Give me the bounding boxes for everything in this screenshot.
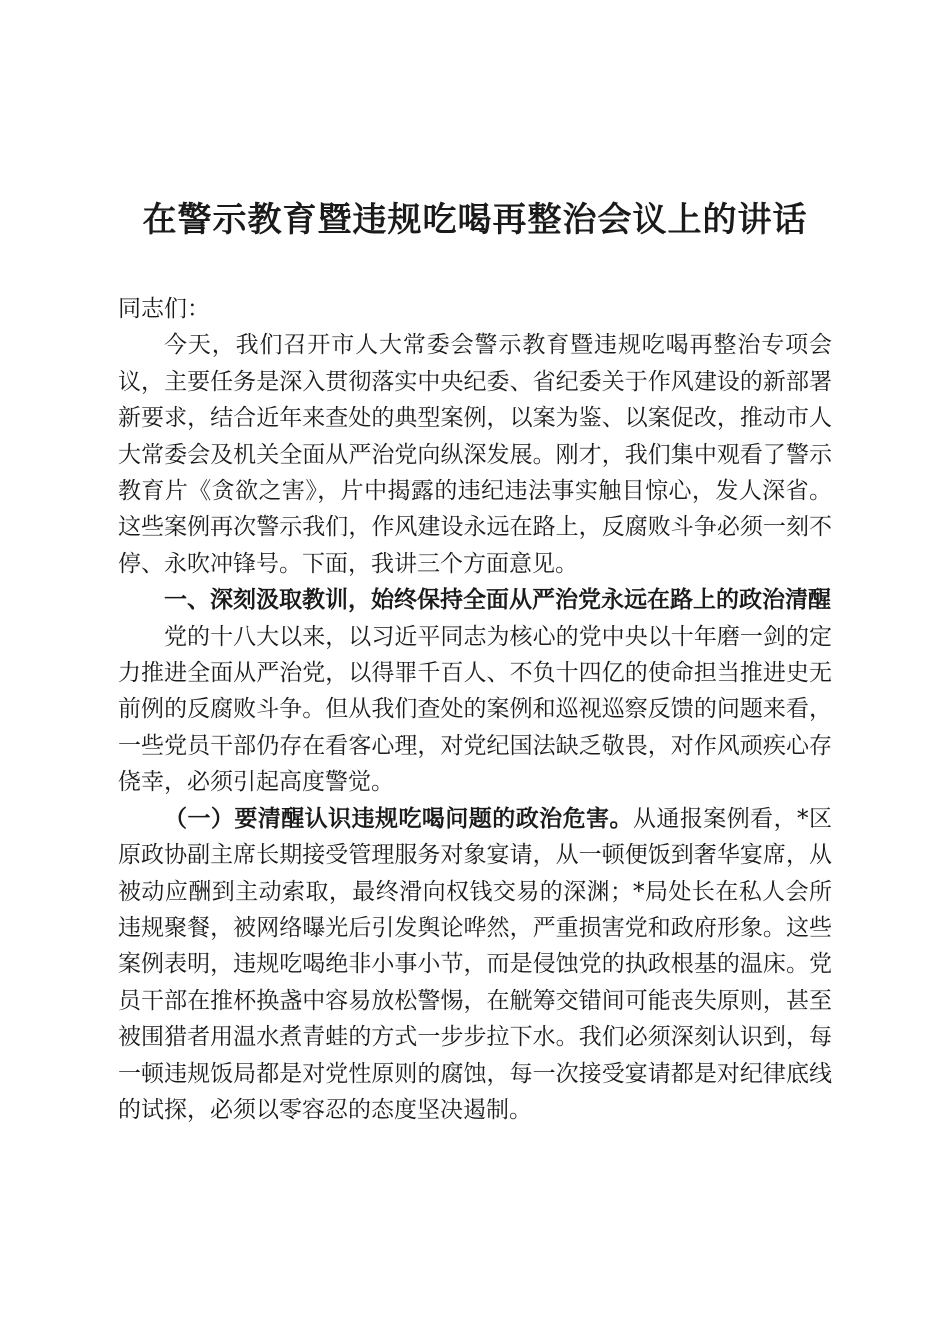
salutation: 同志们：: [118, 296, 210, 322]
subsection-1-paragraph: [118, 801, 832, 1129]
subsection-1-heading: （一）要清醒认识违规吃喝问题的政治危害。: [164, 804, 633, 832]
section-1-paragraph: 党的十八大以来，以习近平同志为核心的党中央以十年磨一剑的定力推进全面从严治党，以得罪千百人、不负十四亿的使命担当推进史无前例的反腐败斗争。但从我们查处的案例和巡视巡察反馈的问题来看，一些党员干部仍存在看客心理，对党纪国法缺乏敬畏，对作风顽疾心存侥幸，必须引起高度警觉。: [118, 623, 832, 796]
document-body: [118, 291, 832, 1128]
document-title: 在警示教育暨违规吃喝再整治会议上的讲话: [142, 200, 808, 240]
section-1-heading: 一、深刻汲取教训，始终保持全面从严治党永远在路上的政治清醒: [164, 586, 831, 614]
intro-paragraph: 今天，我们召开市人大常委会警示教育暨违规吃喝再整治专项会议，主要任务是深入贯彻落实中央纪委、省纪委关于作风建设的新部署新要求，结合近年来查处的典型案例，以案为鉴、以案促改，推动市人大常委会及机关全面从严治党向纵深发展。刚才，我们集中观看了警示教育片《贪欲之害》，片中揭露的违纪违法事实触目惊心，发人深省。这些案例再次警示我们，作风建设永远在路上，反腐败斗争必须一刻不停、永吹冲锋号。下面，我讲三个方面意见。: [118, 332, 832, 577]
subsection-1-text: 从通报案例看，*区原政协副主席长期接受管理服务对象宴请，从一顿便饭到奢华宴席，从被动应酬到主动索取，最终滑向权钱交易的深渊；*局处长在私人会所违规聚餐，被网络曝光后引发舆论哗然，严重损害党和政府形象。这些案例表明，违规吃喝绝非小事小节，而是侵蚀党的执政根基的温床。党员干部在推杯换盏中容易放松警惕，在觥筹交错间可能丧失原则，甚至被围猎者用温水煮青蛙的方式一步步拉下水。我们必须深刻认识到，每一顿违规饭局都是对党性原则的腐蚀，每一次接受宴请都是对纪律底线的试探，必须以零容忍的态度坚决遏制。: [118, 805, 833, 1123]
